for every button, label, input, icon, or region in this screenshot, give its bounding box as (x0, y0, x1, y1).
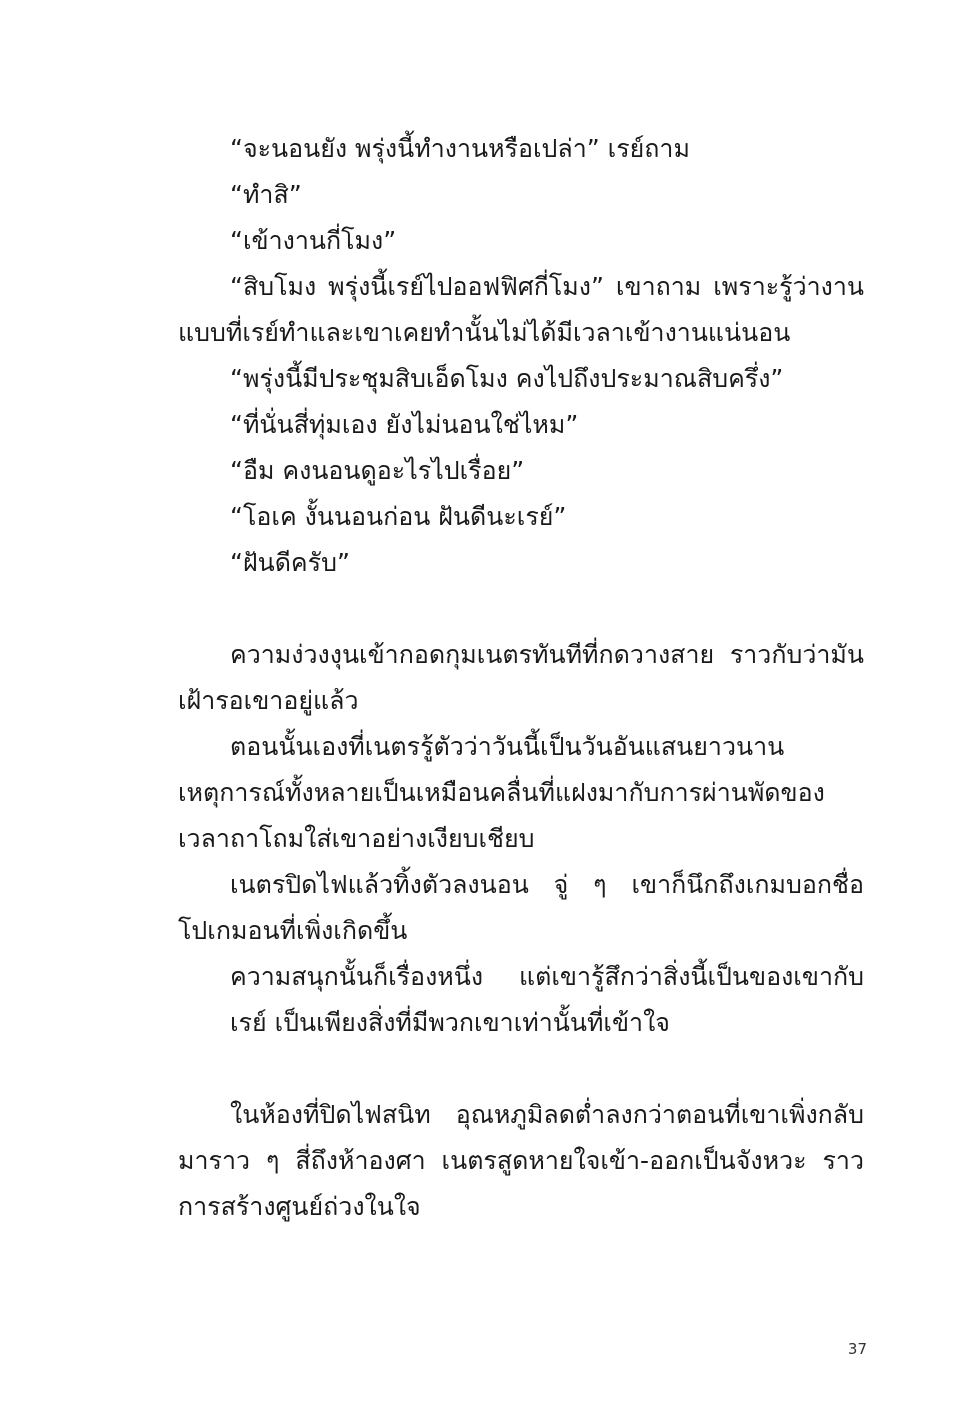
page-number: 37 (847, 1340, 867, 1358)
dialogue-line: “จะนอนยัง พรุ่งนี้ทำงานหรือเปล่า” เรย์ถาม (230, 134, 690, 163)
dialogue-line: “โอเค งั้นนอนก่อน ฝันดีนะเรย์” (230, 502, 567, 531)
dialogue-line: “ทำสิ” (230, 180, 302, 209)
narrative-paragraph: ความสนุกนั้นก็เรื่องหนึ่ง แต่เขารู้สึกว่าสิ่งนี้เป็นของเขากับเรย์ เป็นเพียงสิ่งที่มีพวกเขาเท่านั้นที่เข้าใจ (230, 962, 864, 1037)
dialogue-line: “พรุ่งนี้มีประชุมสิบเอ็ดโมง คงไปถึงประมาณสิบครึ่ง” (230, 364, 784, 393)
dialogue-line: “อืม คงนอนดูอะไรไปเรื่อย” (230, 456, 525, 485)
narrative-paragraph: ตอนนั้นเองที่เนตรรู้ตัวว่าวันนี้เป็นวันอันแสนยาวนาน เหตุการณ์ทั้งหลายเป็นเหมือนคลื่นที่แฝงมากับการผ่านพัดของเวลาถาโถมใส่เขาอย่างเงียบเชียบ (178, 732, 825, 853)
section-break (178, 1046, 864, 1092)
body-text (178, 126, 864, 1230)
section-break (178, 586, 864, 632)
narrative-paragraph: ความง่วงงุนเข้ากอดกุมเนตรทันทีที่กดวางสาย ราวกับว่ามันเฝ้ารอเขาอยู่แล้ว (178, 640, 864, 715)
dialogue-line: “สิบโมง พรุ่งนี้เรย์ไปออฟฟิศกี่โมง” เขาถาม เพราะรู้ว่างานแบบที่เรย์ทำและเขาเคยทำนั้นไม่ได้มีเวลาเข้างานแน่นอน (178, 272, 864, 347)
dialogue-line: “เข้างานกี่โมง” (230, 226, 397, 255)
narrative-paragraph: ในห้องที่ปิดไฟสนิท อุณหภูมิลดต่ำลงกว่าตอนที่เขาเพิ่งกลับมาราว ๆ สี่ถึงห้าองศา เนตรสูดหายใจเข้า-ออกเป็นจังหวะ ราวการสร้างศูนย์ถ่วงในใจ (178, 1100, 864, 1221)
dialogue-line: “ที่นั่นสี่ทุ่มเอง ยังไม่นอนใช่ไหม” (230, 410, 579, 439)
dialogue-line: “ฝันดีครับ” (230, 548, 350, 577)
narrative-paragraph: เนตรปิดไฟแล้วทิ้งตัวลงนอน จู่ ๆ เขาก็นึกถึงเกมบอกชื่อโปเกมอนที่เพิ่งเกิดขึ้น (178, 870, 864, 945)
